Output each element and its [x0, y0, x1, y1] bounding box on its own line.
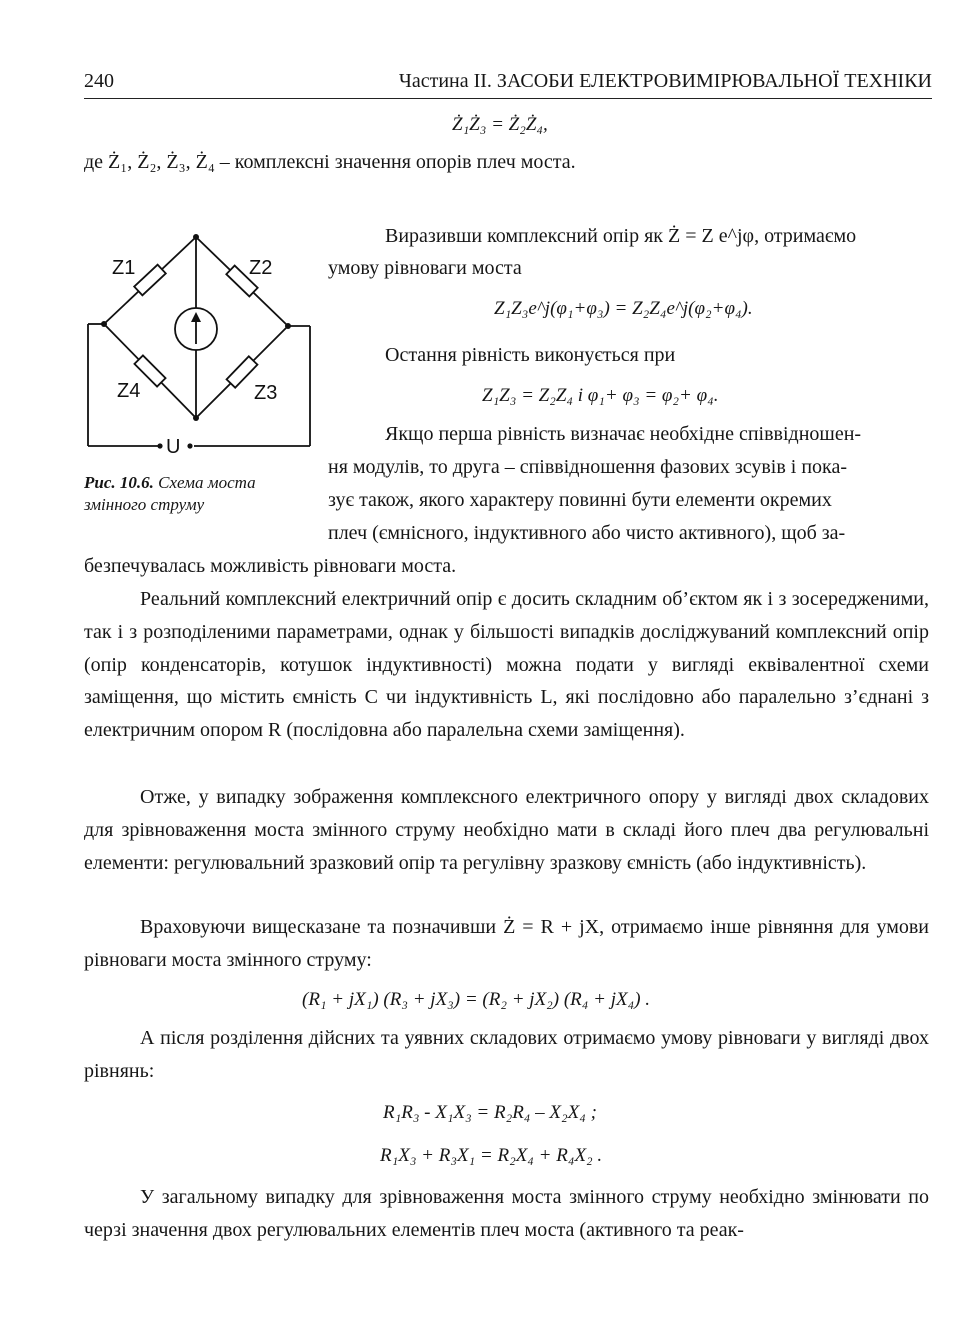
paragraph-after-separation: А після розділення дійсних та уявних складових отримаємо умову рівноваги у вигляді двох рівнянь: [84, 1027, 929, 1082]
equation-rx-balance: (R₁ + jX₁) (R₃ + jX₃) = (R₂ + jX₂) (R₄ + jX₄) . [302, 989, 651, 1010]
paragraph-general-case: У загальному випадку для зрівноваження моста змінного струму необхідно змінювати по черзі значення двох регулювальних елементів плеч моста (активного та реак- [84, 1186, 929, 1241]
equation-balance-complex: Ż₁Ż₃ = Ż₂Ż₄, [452, 114, 548, 135]
equation-real-part: R₁R₃ - X₁X₃ = R₂R₄ – X₂X₄ ; [383, 1102, 597, 1123]
first-equality-line-4: плеч (ємнісного, індуктивного або чисто активного), щоб за- [328, 522, 846, 544]
label-z1: Z1 [112, 257, 136, 279]
page-number: 240 [84, 70, 114, 92]
first-equality-line-1: Якщо перша рівність визначає необхідне співвідношен- [385, 423, 862, 445]
label-z4: Z4 [117, 380, 141, 402]
bridge-circuit-figure [84, 228, 316, 460]
paragraph-real-impedance: Реальний комплексний електричний опір є досить складним об’єктом як і з зосередженими, так і з розподіленими параметрами, однак у більшості випадків досліджуваний комплексний опір (опір конденсаторів, котушок індуктивності) можна подати у вигляді еквівалентної схеми заміщення, що містить ємність C чи індуктивність L, які послідовно або паралельно з’єднані з електричним опором R (послідовна або паралельна схеми заміщення). [84, 588, 929, 742]
equation-conditions: Z₁Z₃ = Z₂Z₄ і φ₁+ φ₃ = φ₂+ φ₄. [482, 385, 719, 406]
intro-line-1: Виразивши комплексний опір як Ż = Z e^jφ, отримаємо [385, 225, 857, 247]
page-header [84, 70, 932, 99]
paragraph-taking-into-account: Враховуючи вищесказане та позначивши Ż = R + jX, отримаємо інше рівняння для умови рівноваги моста змінного струму: [84, 916, 929, 971]
where-line: де Ż₁, Ż₂, Ż₃, Ż₄ – комплексні значення опорів плеч моста. [84, 151, 576, 173]
equation-exponential: Z₁Z₃e^j(φ₁+φ₃) = Z₂Z₄e^j(φ₂+φ₄). [494, 298, 753, 319]
label-z2: Z2 [249, 257, 273, 279]
figure-caption [84, 472, 316, 516]
first-equality-line-3: зує також, якого характеру повинні бути елементи окремих [328, 489, 832, 511]
bridge-circuit-diagram [84, 228, 316, 460]
running-head: Частина ІІ. ЗАСОБИ ЕЛЕКТРОВИМІРЮВАЛЬНОЇ ТЕХНІКИ [398, 70, 932, 92]
intro-line-2: умову рівноваги моста [328, 257, 522, 279]
first-equality-line-2: ня модулів, то друга – співвідношення фазових зсувів і пока- [328, 456, 848, 478]
last-equality-line: Остання рівність виконується при [385, 344, 676, 366]
paragraph-therefore: Отже, у випадку зображення комплексного електричного опору у вигляді двох складових для зрівноваження моста змінного струму необхідно мати в складі його плеч два регулювальні елементи: регулювальний зразковий опір та регулівну зразкову ємність (або індуктивність). [84, 786, 929, 874]
label-z3: Z3 [254, 382, 278, 404]
first-equality-line-5: безпечувалась можливість рівноваги моста. [84, 555, 457, 577]
label-u: U [166, 436, 181, 458]
figure-caption-number: Рис. 10.6. [84, 473, 154, 492]
figure-caption-text: Схема моста змінного струму [84, 473, 256, 514]
equation-imag-part: R₁X₃ + R₃X₁ = R₂X₄ + R₄X₂ . [380, 1145, 603, 1166]
